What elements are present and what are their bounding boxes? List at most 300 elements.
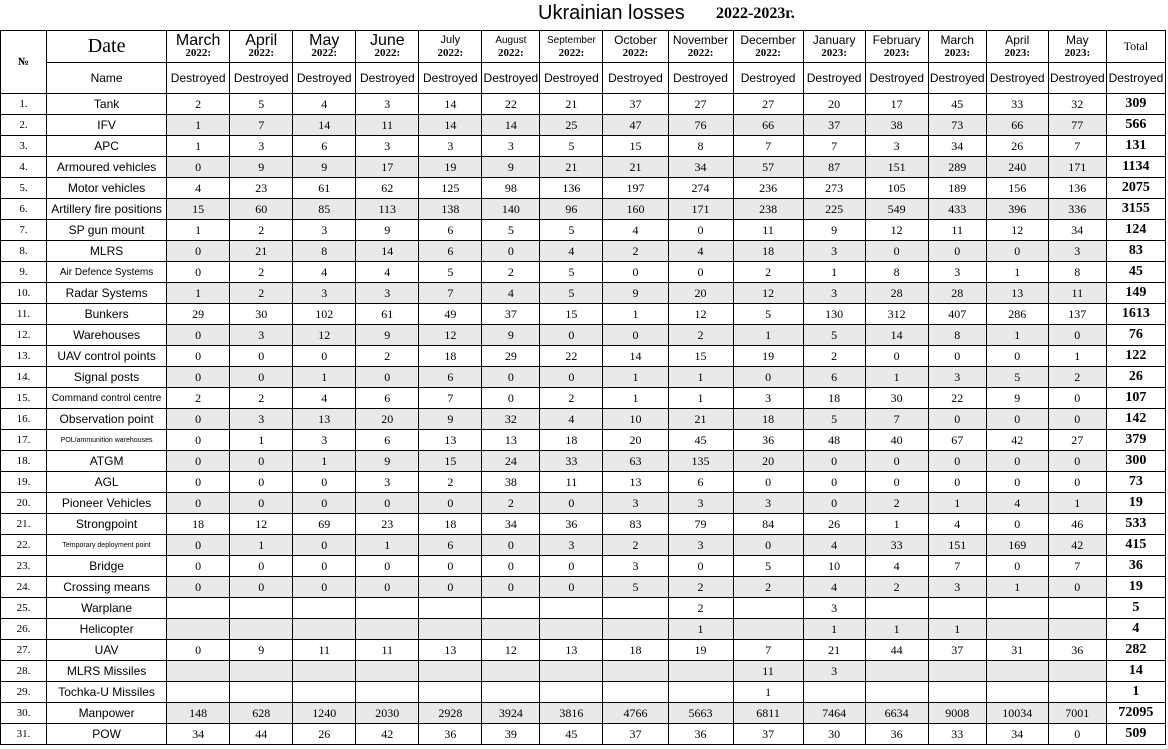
value-cell: 0	[928, 241, 986, 262]
value-cell: 7464	[803, 703, 865, 724]
value-cell: 3	[803, 283, 865, 304]
value-cell: 34	[482, 514, 540, 535]
value-cell: 11	[356, 640, 419, 661]
value-cell: 11	[293, 640, 356, 661]
header-month: June 2022:	[356, 31, 419, 63]
value-cell: 6	[419, 241, 482, 262]
value-cell: 312	[865, 304, 928, 325]
row-total: 73	[1106, 472, 1165, 493]
table-row	[1, 598, 1166, 619]
value-cell: 79	[668, 514, 733, 535]
header-month: November 2022:	[668, 31, 733, 63]
value-cell: 8	[865, 262, 928, 283]
value-cell	[230, 619, 293, 640]
value-cell: 11	[733, 220, 803, 241]
value-cell: 2	[668, 577, 733, 598]
value-cell: 8	[928, 325, 986, 346]
table-row	[1, 136, 1166, 157]
value-cell	[482, 682, 540, 703]
value-cell: 20	[668, 283, 733, 304]
value-cell: 274	[668, 178, 733, 199]
header-destroyed: Destroyed	[230, 63, 293, 94]
header-month: January 2023:	[803, 31, 865, 63]
value-cell: 18	[733, 409, 803, 430]
value-cell	[540, 619, 603, 640]
value-cell: 0	[419, 577, 482, 598]
value-cell: 3	[230, 409, 293, 430]
value-cell: 21	[603, 157, 668, 178]
value-cell: 45	[668, 430, 733, 451]
row-name: POW	[47, 724, 167, 745]
row-name: Signal posts	[47, 367, 167, 388]
value-cell: 27	[733, 94, 803, 115]
value-cell: 1	[230, 535, 293, 556]
value-cell: 0	[986, 472, 1048, 493]
value-cell: 0	[167, 262, 230, 283]
value-cell: 5	[540, 283, 603, 304]
value-cell: 96	[540, 199, 603, 220]
value-cell: 14	[419, 94, 482, 115]
value-cell: 73	[928, 115, 986, 136]
value-cell: 4	[603, 220, 668, 241]
table-row	[1, 283, 1166, 304]
value-cell: 6811	[733, 703, 803, 724]
value-cell	[668, 661, 733, 682]
value-cell	[293, 619, 356, 640]
row-name: Motor vehicles	[47, 178, 167, 199]
value-cell: 1	[293, 451, 356, 472]
header-month: April 2022:	[230, 31, 293, 63]
value-cell: 34	[668, 157, 733, 178]
table-row	[1, 304, 1166, 325]
value-cell: 1	[603, 388, 668, 409]
value-cell: 0	[356, 367, 419, 388]
row-number: 20.	[1, 493, 47, 514]
value-cell: 9	[356, 220, 419, 241]
value-cell	[865, 661, 928, 682]
value-cell: 44	[865, 640, 928, 661]
value-cell: 0	[167, 640, 230, 661]
value-cell: 61	[293, 178, 356, 199]
value-cell: 6	[419, 535, 482, 556]
value-cell: 0	[167, 556, 230, 577]
value-cell: 130	[803, 304, 865, 325]
value-cell: 57	[733, 157, 803, 178]
value-cell: 37	[733, 724, 803, 745]
value-cell: 28	[928, 283, 986, 304]
value-cell: 11	[733, 661, 803, 682]
value-cell	[1048, 619, 1106, 640]
value-cell: 34	[986, 724, 1048, 745]
header-destroyed: Destroyed	[733, 63, 803, 94]
row-total: 509	[1106, 724, 1165, 745]
value-cell: 0	[803, 472, 865, 493]
value-cell: 0	[1048, 577, 1106, 598]
value-cell: 9	[230, 640, 293, 661]
row-total: 3155	[1106, 199, 1165, 220]
table-row	[1, 577, 1166, 598]
row-total: 83	[1106, 241, 1165, 262]
value-cell: 60	[230, 199, 293, 220]
value-cell: 151	[865, 157, 928, 178]
row-name: Bunkers	[47, 304, 167, 325]
value-cell: 61	[356, 304, 419, 325]
row-name: Warplane	[47, 598, 167, 619]
value-cell: 3	[356, 94, 419, 115]
value-cell: 0	[865, 472, 928, 493]
header-month: August 2022:	[482, 31, 540, 63]
value-cell: 0	[230, 577, 293, 598]
value-cell: 7	[419, 388, 482, 409]
value-cell: 433	[928, 199, 986, 220]
value-cell: 46	[1048, 514, 1106, 535]
row-name: Radar Systems	[47, 283, 167, 304]
row-number: 23.	[1, 556, 47, 577]
value-cell	[356, 682, 419, 703]
value-cell: 7	[419, 283, 482, 304]
value-cell: 48	[803, 430, 865, 451]
value-cell	[167, 598, 230, 619]
header-destroyed: Destroyed	[167, 63, 230, 94]
value-cell: 14	[419, 115, 482, 136]
row-name: Temporary deployment point	[47, 535, 167, 556]
value-cell: 18	[419, 346, 482, 367]
row-name: Crossing means	[47, 577, 167, 598]
row-number: 11.	[1, 304, 47, 325]
table-row	[1, 178, 1166, 199]
value-cell: 9	[986, 388, 1048, 409]
table-row	[1, 451, 1166, 472]
table-row	[1, 367, 1166, 388]
value-cell: 0	[230, 556, 293, 577]
value-cell: 15	[603, 136, 668, 157]
value-cell: 105	[865, 178, 928, 199]
value-cell: 32	[482, 409, 540, 430]
value-cell: 171	[1048, 157, 1106, 178]
value-cell: 6	[803, 367, 865, 388]
value-cell	[603, 661, 668, 682]
header-month: December 2022:	[733, 31, 803, 63]
value-cell: 12	[419, 325, 482, 346]
table-row	[1, 220, 1166, 241]
value-cell: 12	[668, 304, 733, 325]
value-cell: 14	[603, 346, 668, 367]
header-destroyed: Destroyed	[928, 63, 986, 94]
value-cell: 137	[1048, 304, 1106, 325]
value-cell	[482, 598, 540, 619]
row-number: 31.	[1, 724, 47, 745]
row-number: 14.	[1, 367, 47, 388]
value-cell: 197	[603, 178, 668, 199]
value-cell: 38	[865, 115, 928, 136]
value-cell: 336	[1048, 199, 1106, 220]
value-cell: 18	[540, 430, 603, 451]
value-cell: 85	[293, 199, 356, 220]
value-cell: 2	[167, 388, 230, 409]
row-total: 26	[1106, 367, 1165, 388]
value-cell: 5	[986, 367, 1048, 388]
value-cell: 3	[356, 472, 419, 493]
value-cell: 3	[803, 598, 865, 619]
value-cell: 4	[167, 178, 230, 199]
value-cell: 0	[733, 472, 803, 493]
value-cell: 20	[356, 409, 419, 430]
value-cell: 4	[293, 388, 356, 409]
value-cell: 2	[668, 598, 733, 619]
value-cell: 189	[928, 178, 986, 199]
value-cell: 3	[230, 136, 293, 157]
value-cell: 33	[986, 94, 1048, 115]
value-cell: 113	[356, 199, 419, 220]
value-cell: 27	[1048, 430, 1106, 451]
value-cell: 1	[668, 367, 733, 388]
table-row	[1, 409, 1166, 430]
value-cell: 0	[167, 409, 230, 430]
header-destroyed: Destroyed	[603, 63, 668, 94]
value-cell: 2	[540, 388, 603, 409]
row-number: 5.	[1, 178, 47, 199]
value-cell: 286	[986, 304, 1048, 325]
value-cell: 0	[167, 430, 230, 451]
value-cell	[167, 619, 230, 640]
table-row	[1, 682, 1166, 703]
value-cell: 396	[986, 199, 1048, 220]
value-cell: 37	[482, 304, 540, 325]
value-cell: 22	[482, 94, 540, 115]
value-cell: 17	[356, 157, 419, 178]
row-number: 2.	[1, 115, 47, 136]
value-cell	[419, 598, 482, 619]
value-cell: 2	[230, 388, 293, 409]
value-cell: 9	[803, 220, 865, 241]
value-cell: 2	[167, 94, 230, 115]
table-row	[1, 388, 1166, 409]
value-cell: 2	[603, 535, 668, 556]
value-cell	[230, 598, 293, 619]
value-cell: 0	[230, 346, 293, 367]
value-cell: 0	[293, 577, 356, 598]
row-total: 1613	[1106, 304, 1165, 325]
value-cell	[928, 682, 986, 703]
table-row	[1, 430, 1166, 451]
value-cell: 1	[603, 304, 668, 325]
value-cell: 125	[419, 178, 482, 199]
value-cell: 9	[482, 325, 540, 346]
value-cell: 37	[603, 94, 668, 115]
value-cell: 2	[803, 346, 865, 367]
row-name: Command control centre	[47, 388, 167, 409]
value-cell: 9	[356, 451, 419, 472]
value-cell: 5	[482, 220, 540, 241]
value-cell: 31	[986, 640, 1048, 661]
value-cell: 66	[986, 115, 1048, 136]
value-cell: 10	[603, 409, 668, 430]
value-cell: 0	[668, 262, 733, 283]
value-cell: 14	[865, 325, 928, 346]
value-cell	[482, 661, 540, 682]
value-cell: 0	[540, 577, 603, 598]
value-cell: 9	[230, 157, 293, 178]
value-cell: 22	[540, 346, 603, 367]
value-cell: 3816	[540, 703, 603, 724]
value-cell: 3	[733, 388, 803, 409]
row-name: MLRS	[47, 241, 167, 262]
value-cell: 19	[419, 157, 482, 178]
value-cell: 156	[986, 178, 1048, 199]
row-name: AGL	[47, 472, 167, 493]
row-number: 17.	[1, 430, 47, 451]
value-cell: 7	[230, 115, 293, 136]
value-cell: 20	[803, 94, 865, 115]
table-row	[1, 724, 1166, 745]
value-cell	[986, 661, 1048, 682]
value-cell: 7	[1048, 556, 1106, 577]
value-cell: 0	[540, 325, 603, 346]
row-name: Observation point	[47, 409, 167, 430]
value-cell: 0	[482, 556, 540, 577]
value-cell: 21	[668, 409, 733, 430]
value-cell: 15	[419, 451, 482, 472]
value-cell: 225	[803, 199, 865, 220]
value-cell: 0	[928, 472, 986, 493]
value-cell: 0	[167, 577, 230, 598]
row-number: 16.	[1, 409, 47, 430]
value-cell: 0	[603, 325, 668, 346]
value-cell	[603, 598, 668, 619]
value-cell: 102	[293, 304, 356, 325]
value-cell: 0	[167, 325, 230, 346]
row-total: 566	[1106, 115, 1165, 136]
value-cell: 8	[1048, 262, 1106, 283]
table-row	[1, 493, 1166, 514]
table-row	[1, 115, 1166, 136]
value-cell	[865, 598, 928, 619]
value-cell: 12	[986, 220, 1048, 241]
row-name: Helicopter	[47, 619, 167, 640]
row-number: 30.	[1, 703, 47, 724]
value-cell: 37	[928, 640, 986, 661]
value-cell: 3	[803, 661, 865, 682]
value-cell: 8	[668, 136, 733, 157]
value-cell: 171	[668, 199, 733, 220]
table-row	[1, 199, 1166, 220]
value-cell: 1	[167, 115, 230, 136]
value-cell: 2	[603, 241, 668, 262]
value-cell: 0	[356, 556, 419, 577]
value-cell: 25	[540, 115, 603, 136]
row-name: Artillery fire positions	[47, 199, 167, 220]
value-cell	[540, 682, 603, 703]
value-cell: 84	[733, 514, 803, 535]
value-cell: 238	[733, 199, 803, 220]
row-number: 28.	[1, 661, 47, 682]
value-cell: 1	[167, 220, 230, 241]
value-cell: 0	[167, 493, 230, 514]
row-name: Manpower	[47, 703, 167, 724]
value-cell: 18	[603, 640, 668, 661]
value-cell: 5	[540, 136, 603, 157]
row-number: 9.	[1, 262, 47, 283]
value-cell: 15	[167, 199, 230, 220]
value-cell	[356, 598, 419, 619]
value-cell: 3	[733, 493, 803, 514]
value-cell: 8	[293, 241, 356, 262]
value-cell: 4	[986, 493, 1048, 514]
row-name: SP gun mount	[47, 220, 167, 241]
table-row	[1, 514, 1166, 535]
value-cell: 3	[540, 535, 603, 556]
value-cell: 160	[603, 199, 668, 220]
value-cell: 3	[928, 262, 986, 283]
value-cell: 13	[419, 430, 482, 451]
row-total: 76	[1106, 325, 1165, 346]
row-total: 300	[1106, 451, 1165, 472]
value-cell: 0	[419, 556, 482, 577]
value-cell: 9	[419, 409, 482, 430]
header-number: №	[1, 31, 47, 94]
row-number: 29.	[1, 682, 47, 703]
value-cell: 5	[803, 325, 865, 346]
value-cell: 7	[1048, 136, 1106, 157]
value-cell: 0	[482, 241, 540, 262]
value-cell: 136	[540, 178, 603, 199]
value-cell: 4766	[603, 703, 668, 724]
row-total: 1134	[1106, 157, 1165, 178]
value-cell: 2	[1048, 367, 1106, 388]
value-cell: 4	[540, 409, 603, 430]
value-cell: 289	[928, 157, 986, 178]
header-destroyed: Destroyed	[293, 63, 356, 94]
value-cell: 22	[928, 388, 986, 409]
value-cell: 9	[356, 325, 419, 346]
row-name: Bridge	[47, 556, 167, 577]
value-cell: 628	[230, 703, 293, 724]
value-cell: 29	[482, 346, 540, 367]
row-total: 36	[1106, 556, 1165, 577]
row-name: ATGM	[47, 451, 167, 472]
value-cell: 3	[603, 493, 668, 514]
row-name: Tank	[47, 94, 167, 115]
value-cell: 30	[803, 724, 865, 745]
value-cell: 18	[803, 388, 865, 409]
value-cell: 3	[293, 220, 356, 241]
value-cell: 0	[1048, 472, 1106, 493]
value-cell: 6	[419, 220, 482, 241]
value-cell: 0	[419, 493, 482, 514]
value-cell: 15	[540, 304, 603, 325]
row-name: MLRS Missiles	[47, 661, 167, 682]
value-cell: 0	[928, 451, 986, 472]
value-cell: 11	[356, 115, 419, 136]
header-month: October 2022:	[603, 31, 668, 63]
value-cell: 32	[1048, 94, 1106, 115]
row-number: 3.	[1, 136, 47, 157]
value-cell: 10034	[986, 703, 1048, 724]
value-cell: 0	[230, 367, 293, 388]
table-body	[1, 94, 1166, 745]
value-cell	[540, 661, 603, 682]
title-bar	[0, 0, 1168, 30]
header-month: March 2023:	[928, 31, 986, 63]
row-number: 27.	[1, 640, 47, 661]
value-cell: 36	[419, 724, 482, 745]
value-cell: 7	[803, 136, 865, 157]
header-destroyed: Destroyed	[356, 63, 419, 94]
value-cell: 45	[928, 94, 986, 115]
value-cell: 0	[733, 367, 803, 388]
value-cell	[419, 619, 482, 640]
value-cell: 5	[540, 262, 603, 283]
